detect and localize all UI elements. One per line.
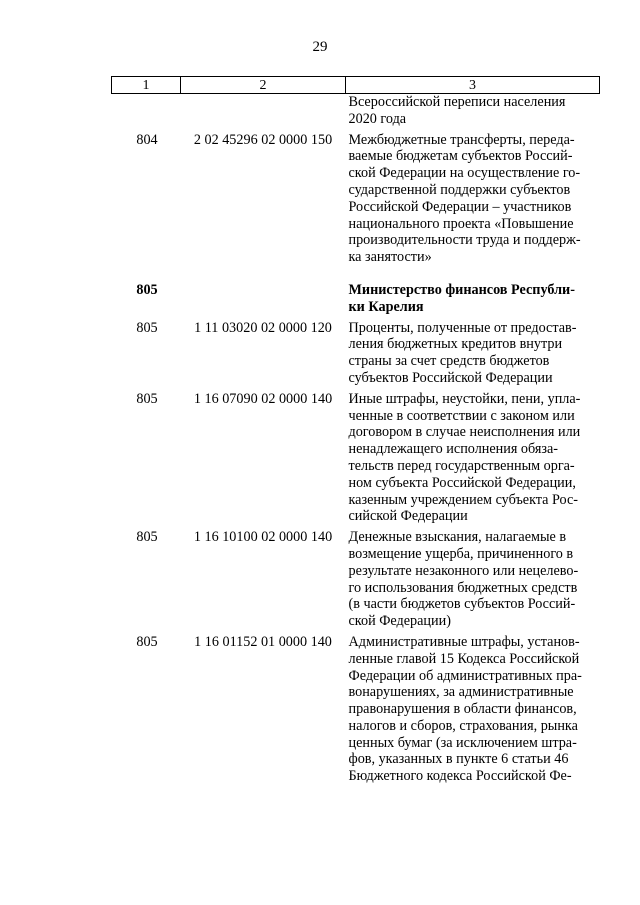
table-row bbox=[112, 391, 600, 529]
budget-code-cell bbox=[181, 282, 346, 320]
description-cell: Проценты, полученные от предостав- ления бюджетных кредитов внутри страны за счет средств бюджетов субъектов Российской Федерации bbox=[348, 319, 577, 386]
table-header bbox=[112, 77, 600, 94]
table-row bbox=[112, 529, 600, 634]
spacer-cell bbox=[181, 270, 346, 282]
budget-code-cell: 1 16 07090 02 0000 140 bbox=[193, 390, 333, 407]
column-header-1: 1 bbox=[112, 77, 181, 94]
ministry-name-cell: Министерство финансов Республи- ки Карелия bbox=[348, 281, 575, 315]
column-header-3: 3 bbox=[346, 77, 600, 94]
description-cell: Денежные взыскания, налагаемые в возмещение ущерба, причиненного в результате незаконного или нецелево- го использования бюджетных средств (в части бюджетов субъектов Россий- ской Федерации) bbox=[348, 529, 579, 630]
budget-code-cell: 2 02 45296 02 0000 150 bbox=[193, 131, 333, 148]
column-header-2: 2 bbox=[181, 77, 346, 94]
description-cell: Межбюджетные трансферты, переда- ваемые бюджетам субъектов Россий- ской Федерации на осуществление го- сударственной поддержки субъектов Российской Федерации – участников национального проекта «Повышение производительности труда и поддерж- ка занятости» bbox=[348, 131, 581, 266]
table-header-row bbox=[112, 77, 600, 94]
table-row bbox=[112, 320, 600, 391]
admin-code-cell: 805 bbox=[136, 390, 158, 407]
spacer-cell bbox=[346, 270, 600, 282]
admin-code-cell: 805 bbox=[136, 319, 158, 336]
row-spacer bbox=[112, 270, 600, 282]
description-cell: Административные штрафы, установ- ленные главой 15 Кодекса Российской Федерации об административных пра- вонарушениях, за административные правонарушения в области финансов, налогов и сборов, страхования, рынка ценных бумаг (за исключением штра- фов, указанных в пункте 6 статьи 46 Бюджетного кодекса Российской Фе- bbox=[348, 633, 582, 785]
page-number: 29 bbox=[312, 39, 328, 55]
admin-code-cell: 805 bbox=[136, 529, 158, 546]
table-row bbox=[112, 132, 600, 270]
admin-code-cell: 805 bbox=[136, 281, 158, 298]
admin-code-cell: 804 bbox=[136, 131, 158, 148]
description-cell: Всероссийской переписи населения 2020 года bbox=[348, 94, 566, 127]
description-cell: Иные штрафы, неустойки, пени, упла- ченные в соответствии с законом или договором в случае неисполнения или ненадлежащего исполнения обяза- тельств перед государственным орга- ном субъекта Российской Федерации, казенным учреждением субъекта Рос- сийской Федерации bbox=[348, 390, 581, 525]
ministry-heading-row bbox=[112, 282, 600, 320]
table-row bbox=[112, 634, 600, 789]
budget-code-cell: 1 16 01152 01 0000 140 bbox=[194, 633, 332, 650]
budget-code-cell bbox=[181, 94, 346, 132]
table-row bbox=[112, 94, 600, 132]
budget-code-cell: 1 16 10100 02 0000 140 bbox=[193, 529, 333, 546]
budget-code-cell: 1 11 03020 02 0000 120 bbox=[194, 319, 332, 336]
budget-codes-table bbox=[111, 76, 600, 789]
admin-code-cell: 805 bbox=[136, 633, 158, 650]
spacer-cell bbox=[112, 270, 181, 282]
table-body bbox=[112, 94, 600, 790]
admin-code-cell bbox=[112, 94, 181, 132]
